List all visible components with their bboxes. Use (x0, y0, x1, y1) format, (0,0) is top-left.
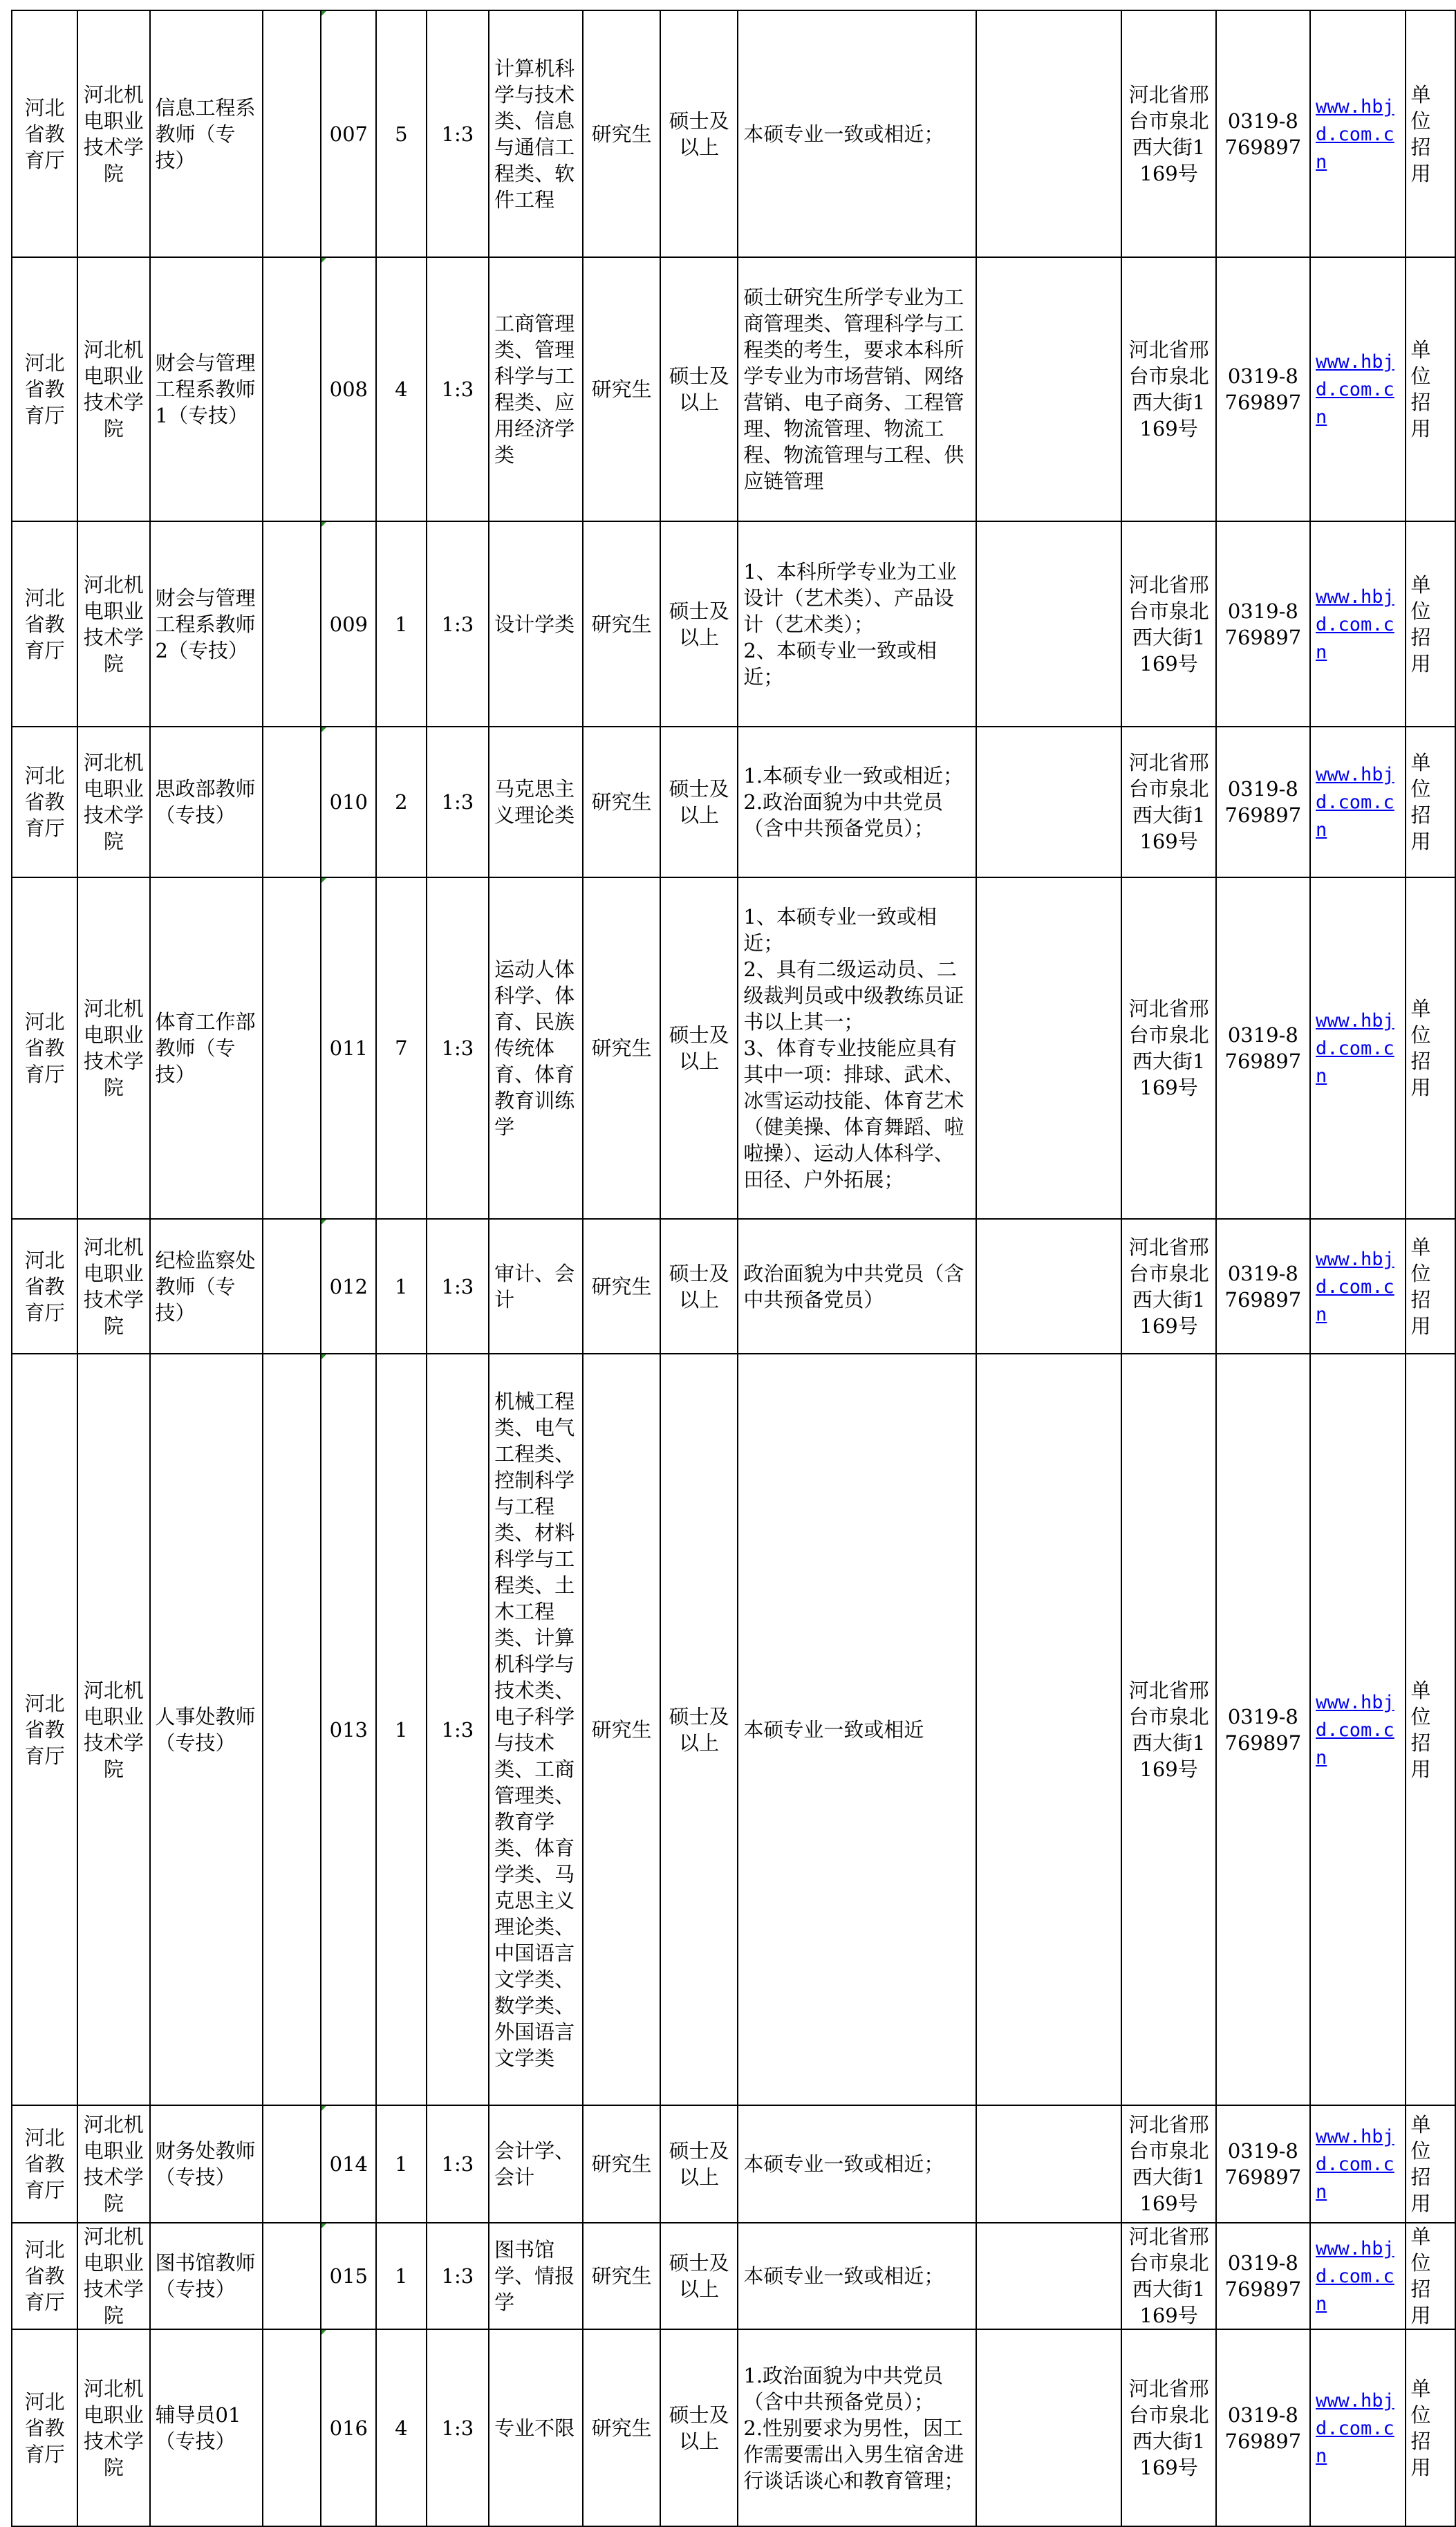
code-cell: 011 (321, 877, 376, 1219)
blank-cell (263, 2105, 321, 2223)
note-cell: 单位招用 (1406, 2105, 1455, 2223)
requirements-cell: 1、本科所学专业为工业设计（艺术类）、产品设计（艺术类）； 2、本硕专业一致或相近； (738, 521, 976, 727)
table-body (12, 10, 1455, 2526)
blank-cell (976, 2329, 1121, 2526)
address-cell: 河北省邢台市泉北西大街1169号 (1121, 1219, 1215, 1354)
code-cell: 016 (321, 2329, 376, 2526)
website-link[interactable]: www.hbjd.com.cn (1316, 2126, 1394, 2203)
unit-cell: 河北机电职业技术学院 (77, 877, 149, 1219)
position-cell: 图书馆教师（专技） (150, 2223, 263, 2329)
requirements-cell: 本硕专业一致或相近； (738, 10, 976, 257)
website-cell (1310, 727, 1406, 877)
address-cell: 河北省邢台市泉北西大街1169号 (1121, 2223, 1215, 2329)
website-link[interactable]: www.hbjd.com.cn (1316, 351, 1394, 428)
degree-cell: 硕士及以上 (660, 2223, 738, 2329)
unit-cell: 河北机电职业技术学院 (77, 257, 149, 521)
dept-cell: 河北省教育厅 (12, 1219, 77, 1354)
website-cell (1310, 2105, 1406, 2223)
major-cell: 马克思主义理论类 (489, 727, 583, 877)
major-cell: 工商管理类、管理科学与工程类、应用经济学类 (489, 257, 583, 521)
address-cell: 河北省邢台市泉北西大街1169号 (1121, 257, 1215, 521)
table-row (12, 877, 1455, 1219)
education-cell: 研究生 (583, 10, 660, 257)
phone-cell: 0319-8769897 (1216, 521, 1310, 727)
dept-cell: 河北省教育厅 (12, 2329, 77, 2526)
count-cell: 1 (376, 1354, 426, 2105)
address-cell: 河北省邢台市泉北西大街1169号 (1121, 521, 1215, 727)
website-link[interactable]: www.hbjd.com.cn (1316, 1691, 1394, 1769)
position-cell: 财会与管理工程系教师2（专技） (150, 521, 263, 727)
address-cell: 河北省邢台市泉北西大街1169号 (1121, 1354, 1215, 2105)
blank-cell (976, 521, 1121, 727)
degree-cell: 硕士及以上 (660, 877, 738, 1219)
major-cell: 图书馆学、情报学 (489, 2223, 583, 2329)
unit-cell: 河北机电职业技术学院 (77, 2105, 149, 2223)
count-cell: 1 (376, 521, 426, 727)
table-row (12, 2329, 1455, 2526)
dept-cell: 河北省教育厅 (12, 727, 77, 877)
website-link[interactable]: www.hbjd.com.cn (1316, 764, 1394, 841)
website-cell (1310, 521, 1406, 727)
blank-cell (263, 2329, 321, 2526)
phone-cell: 0319-8769897 (1216, 1219, 1310, 1354)
note-cell: 单位招用 (1406, 2329, 1455, 2526)
address-cell: 河北省邢台市泉北西大街1169号 (1121, 2329, 1215, 2526)
table-row (12, 2105, 1455, 2223)
website-link[interactable]: www.hbjd.com.cn (1316, 2238, 1394, 2315)
code-cell: 007 (321, 10, 376, 257)
degree-cell: 硕士及以上 (660, 2105, 738, 2223)
blank-cell (976, 1219, 1121, 1354)
website-link[interactable]: www.hbjd.com.cn (1316, 95, 1394, 173)
phone-cell: 0319-8769897 (1216, 2105, 1310, 2223)
blank-cell (263, 1354, 321, 2105)
note-cell: 单位招用 (1406, 1354, 1455, 2105)
address-cell: 河北省邢台市泉北西大街1169号 (1121, 727, 1215, 877)
website-link[interactable]: www.hbjd.com.cn (1316, 2389, 1394, 2467)
blank-cell (263, 257, 321, 521)
blank-cell (976, 2223, 1121, 2329)
ratio-cell: 1:3 (427, 257, 489, 521)
dept-cell: 河北省教育厅 (12, 521, 77, 727)
unit-cell: 河北机电职业技术学院 (77, 1354, 149, 2105)
count-cell: 4 (376, 2329, 426, 2526)
website-cell (1310, 1354, 1406, 2105)
dept-cell: 河北省教育厅 (12, 877, 77, 1219)
degree-cell: 硕士及以上 (660, 2329, 738, 2526)
requirements-cell: 1.政治面貌为中共党员（含中共预备党员）； 2.性别要求为男性，因工作需要需出入男生宿舍进行谈话谈心和教育管理； (738, 2329, 976, 2526)
requirements-cell: 1、本硕专业一致或相近； 2、具有二级运动员、二级裁判员或中级教练员证书以上其一； 3、体育专业技能应具有其中一项：排球、武术、冰雪运动技能、体育艺术（健美操、体育舞蹈、啦啦操）、运动人体科学、田径、户外拓展； (738, 877, 976, 1219)
website-cell (1310, 2223, 1406, 2329)
degree-cell: 硕士及以上 (660, 1219, 738, 1354)
ratio-cell: 1:3 (427, 2223, 489, 2329)
dept-cell: 河北省教育厅 (12, 257, 77, 521)
blank-cell (976, 727, 1121, 877)
unit-cell: 河北机电职业技术学院 (77, 1219, 149, 1354)
requirements-cell: 本硕专业一致或相近 (738, 1354, 976, 2105)
note-cell: 单位招用 (1406, 10, 1455, 257)
code-cell: 009 (321, 521, 376, 727)
blank-cell (263, 877, 321, 1219)
blank-cell (263, 2223, 321, 2329)
address-cell: 河北省邢台市泉北西大街1169号 (1121, 877, 1215, 1219)
note-cell: 单位招用 (1406, 521, 1455, 727)
phone-cell: 0319-8769897 (1216, 1354, 1310, 2105)
blank-cell (976, 1354, 1121, 2105)
dept-cell: 河北省教育厅 (12, 1354, 77, 2105)
degree-cell: 硕士及以上 (660, 257, 738, 521)
ratio-cell: 1:3 (427, 1219, 489, 1354)
requirements-cell: 政治面貌为中共党员（含中共预备党员） (738, 1219, 976, 1354)
table-row (12, 521, 1455, 727)
blank-cell (976, 10, 1121, 257)
address-cell: 河北省邢台市泉北西大街1169号 (1121, 2105, 1215, 2223)
major-cell: 设计学类 (489, 521, 583, 727)
education-cell: 研究生 (583, 1354, 660, 2105)
phone-cell: 0319-8769897 (1216, 257, 1310, 521)
ratio-cell: 1:3 (427, 1354, 489, 2105)
website-link[interactable]: www.hbjd.com.cn (1316, 586, 1394, 663)
blank-cell (263, 1219, 321, 1354)
note-cell: 单位招用 (1406, 1219, 1455, 1354)
unit-cell: 河北机电职业技术学院 (77, 2329, 149, 2526)
ratio-cell: 1:3 (427, 2329, 489, 2526)
education-cell: 研究生 (583, 2329, 660, 2526)
code-cell: 010 (321, 727, 376, 877)
blank-cell (976, 877, 1121, 1219)
unit-cell: 河北机电职业技术学院 (77, 2223, 149, 2329)
phone-cell: 0319-8769897 (1216, 727, 1310, 877)
education-cell: 研究生 (583, 877, 660, 1219)
requirements-cell: 硕士研究生所学专业为工商管理类、管理科学与工程类的考生，要求本科所学专业为市场营销、网络营销、电子商务、工程管理、物流管理、物流工程、物流管理与工程、供应链管理 (738, 257, 976, 521)
website-cell (1310, 2329, 1406, 2526)
education-cell: 研究生 (583, 257, 660, 521)
education-cell: 研究生 (583, 521, 660, 727)
dept-cell: 河北省教育厅 (12, 10, 77, 257)
ratio-cell: 1:3 (427, 727, 489, 877)
count-cell: 1 (376, 2105, 426, 2223)
position-cell: 财务处教师（专技） (150, 2105, 263, 2223)
website-link[interactable]: www.hbjd.com.cn (1316, 1248, 1394, 1325)
blank-cell (263, 727, 321, 877)
website-cell (1310, 10, 1406, 257)
website-cell (1310, 257, 1406, 521)
code-cell: 014 (321, 2105, 376, 2223)
code-cell: 012 (321, 1219, 376, 1354)
degree-cell: 硕士及以上 (660, 1354, 738, 2105)
unit-cell: 河北机电职业技术学院 (77, 727, 149, 877)
note-cell: 单位招用 (1406, 727, 1455, 877)
phone-cell: 0319-8769897 (1216, 2223, 1310, 2329)
position-cell: 思政部教师（专技） (150, 727, 263, 877)
table-row (12, 1219, 1455, 1354)
count-cell: 5 (376, 10, 426, 257)
count-cell: 4 (376, 257, 426, 521)
count-cell: 7 (376, 877, 426, 1219)
education-cell: 研究生 (583, 2105, 660, 2223)
count-cell: 1 (376, 2223, 426, 2329)
table-row (12, 1354, 1455, 2105)
count-cell: 1 (376, 1219, 426, 1354)
unit-cell: 河北机电职业技术学院 (77, 521, 149, 727)
blank-cell (976, 257, 1121, 521)
major-cell: 机械工程类、电气工程类、控制科学与工程类、材料科学与工程类、土木工程类、计算机科学与技术类、电子科学与技术类、工商管理类、教育学类、体育学类、马克思主义理论类、中国语言文学类、数学类、外国语言文学类 (489, 1354, 583, 2105)
major-cell: 会计学、会计 (489, 2105, 583, 2223)
website-cell (1310, 877, 1406, 1219)
ratio-cell: 1:3 (427, 877, 489, 1219)
ratio-cell: 1:3 (427, 10, 489, 257)
education-cell: 研究生 (583, 727, 660, 877)
dept-cell: 河北省教育厅 (12, 2105, 77, 2223)
position-cell: 辅导员01（专技） (150, 2329, 263, 2526)
note-cell: 单位招用 (1406, 2223, 1455, 2329)
blank-cell (263, 521, 321, 727)
major-cell: 专业不限 (489, 2329, 583, 2526)
degree-cell: 硕士及以上 (660, 10, 738, 257)
note-cell: 单位招用 (1406, 877, 1455, 1219)
ratio-cell: 1:3 (427, 521, 489, 727)
table-row (12, 2223, 1455, 2329)
table-row (12, 727, 1455, 877)
count-cell: 2 (376, 727, 426, 877)
position-cell: 纪检监察处教师（专技） (150, 1219, 263, 1354)
phone-cell: 0319-8769897 (1216, 877, 1310, 1219)
table-row (12, 10, 1455, 257)
address-cell: 河北省邢台市泉北西大街1169号 (1121, 10, 1215, 257)
position-cell: 体育工作部教师（专技） (150, 877, 263, 1219)
requirements-cell: 1.本硕专业一致或相近； 2.政治面貌为中共党员（含中共预备党员）； (738, 727, 976, 877)
website-link[interactable]: www.hbjd.com.cn (1316, 1010, 1394, 1087)
requirements-cell: 本硕专业一致或相近； (738, 2105, 976, 2223)
website-cell (1310, 1219, 1406, 1354)
position-cell: 信息工程系教师（专技） (150, 10, 263, 257)
code-cell: 015 (321, 2223, 376, 2329)
table-row (12, 257, 1455, 521)
major-cell: 运动人体科学、体育、民族传统体育、体育教育训练学 (489, 877, 583, 1219)
degree-cell: 硕士及以上 (660, 521, 738, 727)
phone-cell: 0319-8769897 (1216, 10, 1310, 257)
code-cell: 008 (321, 257, 376, 521)
phone-cell: 0319-8769897 (1216, 2329, 1310, 2526)
unit-cell: 河北机电职业技术学院 (77, 10, 149, 257)
code-cell: 013 (321, 1354, 376, 2105)
blank-cell (263, 10, 321, 257)
education-cell: 研究生 (583, 2223, 660, 2329)
position-cell: 人事处教师（专技） (150, 1354, 263, 2105)
ratio-cell: 1:3 (427, 2105, 489, 2223)
position-cell: 财会与管理工程系教师1（专技） (150, 257, 263, 521)
note-cell: 单位招用 (1406, 257, 1455, 521)
requirements-cell: 本硕专业一致或相近； (738, 2223, 976, 2329)
education-cell: 研究生 (583, 1219, 660, 1354)
degree-cell: 硕士及以上 (660, 727, 738, 877)
recruitment-table (11, 10, 1456, 2527)
major-cell: 计算机科学与技术类、信息与通信工程类、软件工程 (489, 10, 583, 257)
major-cell: 审计、会计 (489, 1219, 583, 1354)
blank-cell (976, 2105, 1121, 2223)
dept-cell: 河北省教育厅 (12, 2223, 77, 2329)
